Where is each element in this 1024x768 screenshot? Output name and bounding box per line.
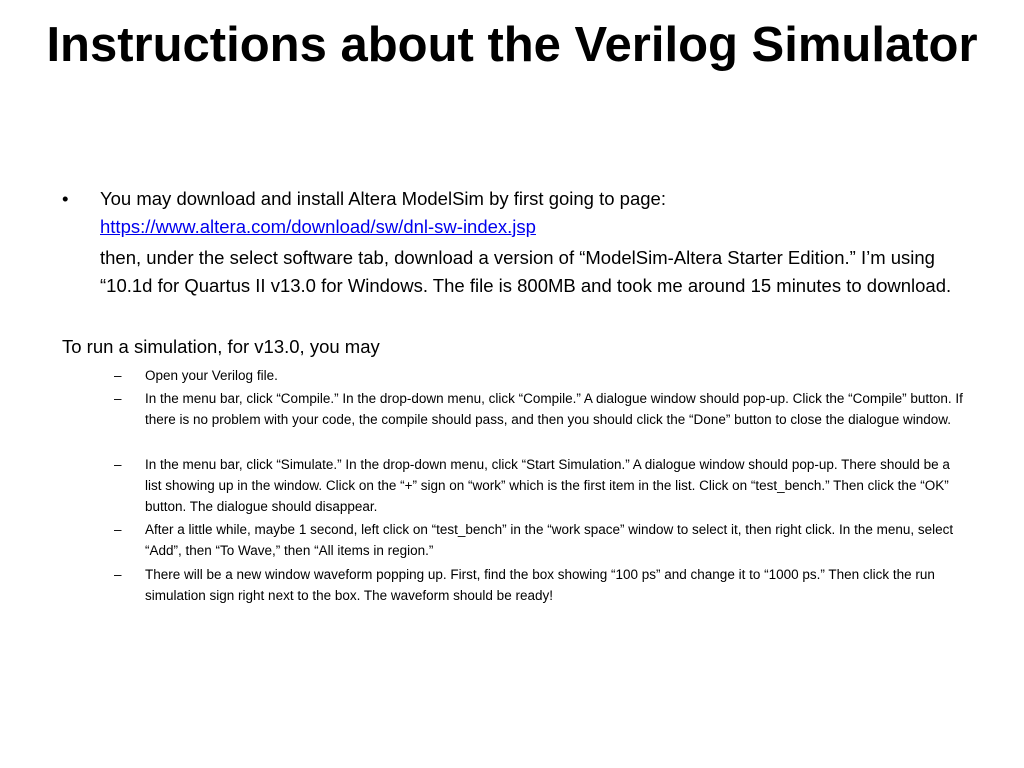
run-heading: To run a simulation, for v13.0, you may [62, 336, 380, 357]
download-link[interactable]: https://www.altera.com/download/sw/dnl-sw-index.jsp [100, 216, 536, 237]
download-continuation: then, under the select software tab, download a version of “ModelSim-Altera Starter Edition.” I’m using “10.1d for Quartus II v13.0 for Windows. The file is 800MB and took me around 15 minutes to download. [100, 247, 952, 296]
step-2: In the menu bar, click “Compile.” In the drop-down menu, click “Compile.” A dialogue window should pop-up. Click the “Compile” button. If there is no problem with your code, the compile should pass, and then you should click the “Done” button to close the dialogue window. [145, 391, 963, 427]
step-3: In the menu bar, click “Simulate.” In the drop-down menu, click “Start Simulation.” A dialogue window should pop-up. There should be a list showing up in the window. Click on the “+” sign on “work” which is the first item in the list. Click on “test_bench.” Then click the “OK” button. The dialogue should disappear. [145, 457, 950, 514]
dash-marker: – [114, 567, 122, 582]
dash-marker: – [114, 391, 122, 406]
dash-marker: – [114, 457, 122, 472]
dash-marker: – [114, 368, 122, 383]
step-5: There will be a new window waveform popping up. First, find the box showing “100 ps” and change it to “1000 ps.” Then click the run simulation sign right next to the box. The waveform should be ready! [145, 567, 935, 603]
download-instruction [100, 185, 960, 241]
slide-title: Instructions about the Verilog Simulator [46, 18, 978, 72]
download-text: You may download and install Altera ModelSim by first going to page: [100, 188, 666, 209]
dash-marker: – [114, 522, 122, 537]
step-4: After a little while, maybe 1 second, left click on “test_bench” in the “work space” window to select it, then right click. In the menu, select “Add”, then “To Wave,” then “All items in region.” [145, 522, 954, 558]
bullet-marker: • [62, 188, 69, 209]
step-1: Open your Verilog file. [145, 368, 278, 383]
